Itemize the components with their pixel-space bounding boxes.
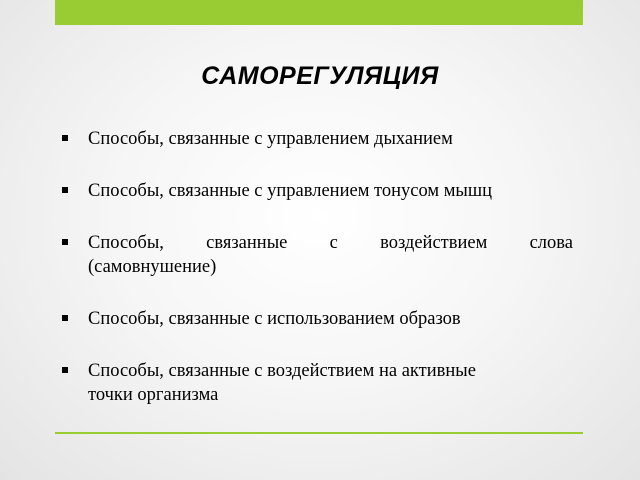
word: Способы, [88,233,164,253]
word: слова [529,233,573,253]
bullet-square-icon [62,187,68,193]
bullet-square-icon [62,367,68,373]
list-item-text: Способы, связанные с использованием образов [88,309,461,329]
list-item-text: Способы, связанные с управлением тонусом мышц [88,181,492,201]
list-item-text: Способы, связанные с управлением дыханием [88,129,453,149]
list-item [62,179,573,203]
top-accent-bar [55,0,583,25]
list-item [62,231,573,279]
bullet-square-icon [62,135,68,141]
list-item [62,359,573,407]
list-item-text-line: Способы, связанные с воздействием на активные [88,361,476,381]
word: воздействием [380,233,488,253]
word: связанные [206,233,288,253]
list-item-text-line: (самовнушение) [88,257,217,277]
list-item [62,307,573,331]
bullet-list [62,127,573,407]
word: с [329,233,338,253]
list-item [62,127,573,151]
slide-title: САМОРЕГУЛЯЦИЯ [201,62,439,90]
list-item-text-line [88,231,573,255]
bottom-divider-line [55,432,583,434]
bullet-square-icon [62,239,68,245]
bullet-square-icon [62,315,68,321]
list-item-text-line: точки организма [88,385,219,405]
